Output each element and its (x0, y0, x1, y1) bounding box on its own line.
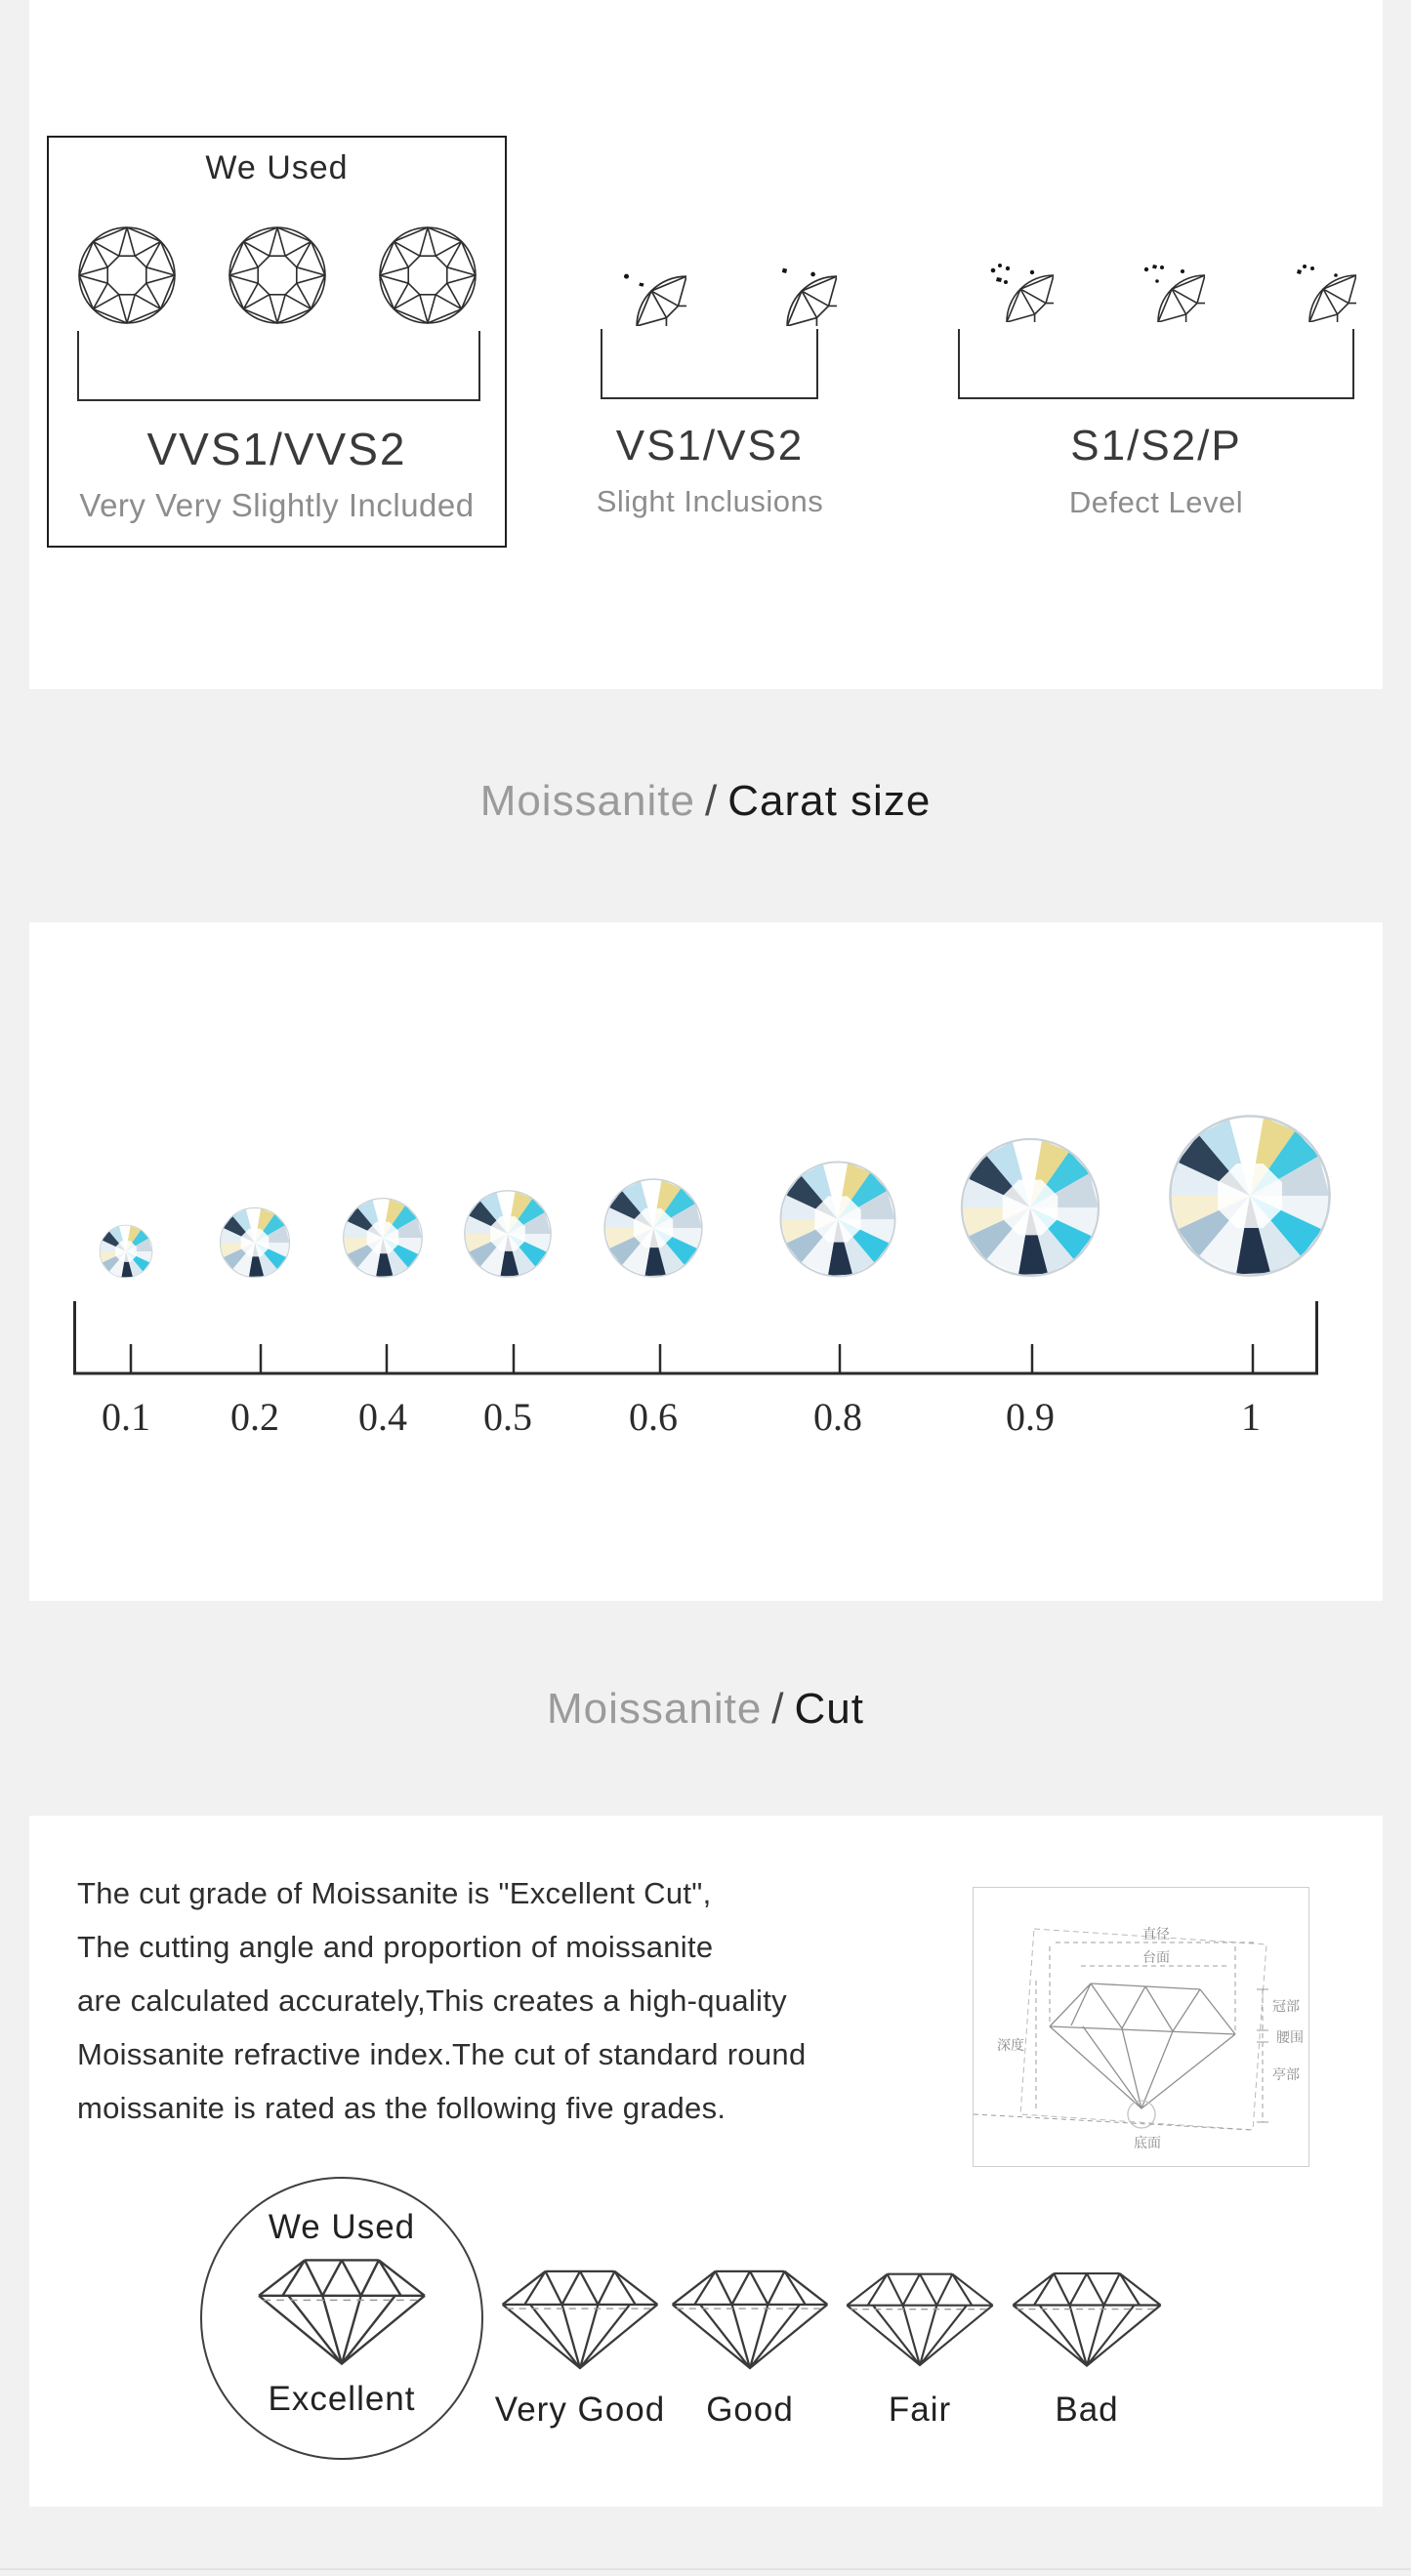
cut-proportion-diagram (973, 1887, 1309, 2167)
diagram-label-table: 台面 (1142, 1949, 1170, 1965)
bottom-divider (0, 2568, 1411, 2570)
clarity-grade: VS1/VS2 (615, 422, 805, 470)
diamond-top-icon-inclusions (1259, 225, 1356, 322)
diamond-side-icon (842, 2263, 998, 2374)
cut-heading-term: Cut (794, 1685, 865, 1733)
cut-heading-prefix: Moissanite (546, 1685, 763, 1733)
carat-heading-prefix: Moissanite (479, 777, 695, 825)
vs-stones-row (544, 223, 876, 326)
carat-heading (0, 777, 1411, 826)
diamond-side-icon (253, 2251, 431, 2370)
diagram-label-diameter: 直径 (1142, 1926, 1170, 1942)
group-bracket (77, 331, 480, 401)
moissanite-stone-0-6ct (602, 1177, 704, 1279)
diagram-label-crown: 冠部 (1272, 1998, 1300, 2014)
cut-grade-fair (834, 2263, 1006, 2430)
diagram-label-depth: 深度 (997, 2037, 1024, 2053)
cut-paragraph-line: The cut grade of Moissanite is "Excellent Cut", (77, 1876, 712, 1910)
diamond-top-icon (228, 225, 327, 325)
cut-grade-very-good (494, 2263, 666, 2430)
diamond-top-icon (378, 225, 477, 325)
cut-paragraph-line: are calculated accurately,This creates a high-quality (77, 1983, 787, 2018)
we-used-label: We Used (205, 149, 349, 186)
group-bracket (601, 329, 818, 399)
cut-grade-label: Bad (1055, 2391, 1119, 2429)
diagram-label-girdle: 腰围 (1276, 2029, 1304, 2045)
diamond-proportion-drawing (974, 1888, 1308, 2166)
carat-size-label: 0.6 (629, 1395, 678, 1439)
diamond-top-icon-inclusions (1107, 225, 1205, 322)
carat-size-label: 0.9 (1006, 1395, 1055, 1439)
carat-section (29, 922, 1383, 1601)
carat-size-label: 0.5 (483, 1395, 532, 1439)
moissanite-stone-0-2ct (219, 1206, 291, 1279)
cut-grade-bad (1001, 2263, 1173, 2430)
s-stones-row (951, 225, 1361, 322)
diamond-side-icon (667, 2263, 833, 2374)
moissanite-stone-0-8ct (778, 1160, 897, 1279)
diamond-top-icon-inclusions (956, 225, 1054, 322)
clarity-desc: Very Very Slightly Included (79, 487, 475, 523)
carat-size-label: 0.2 (230, 1395, 279, 1439)
carat-heading-separator: / (705, 777, 719, 825)
carat-size-label: 0.8 (813, 1395, 862, 1439)
cut-paragraph-line: moissanite is rated as the following five grades. (77, 2091, 726, 2125)
cut-grade-label: Good (706, 2391, 794, 2429)
clarity-we-used-box (47, 136, 507, 548)
cut-paragraph-line: Moissanite refractive index.The cut of standard round (77, 2037, 807, 2071)
carat-size-label: 0.1 (102, 1395, 150, 1439)
carat-ruler (29, 1293, 1383, 1381)
cut-heading-separator: / (771, 1685, 785, 1733)
cut-paragraph-line: The cutting angle and proportion of moissanite (77, 1930, 714, 1964)
cut-heading (0, 1685, 1411, 1734)
clarity-desc: Defect Level (1068, 485, 1244, 519)
diagram-label-culet: 底面 (1134, 2135, 1161, 2150)
clarity-grade: VVS1/VVS2 (146, 424, 407, 474)
diamond-top-icon (77, 225, 177, 325)
diamond-side-icon (1008, 2263, 1166, 2374)
carat-heading-term: Carat size (727, 777, 932, 825)
moissanite-stone-1ct (1167, 1113, 1333, 1279)
cut-paragraph (77, 1866, 897, 2135)
vvs-stones-row (49, 225, 505, 325)
moissanite-stone-0-1ct (99, 1224, 153, 1279)
carat-size-label: 1 (1241, 1395, 1261, 1439)
clarity-section (29, 0, 1383, 689)
cut-grade-excellent-circle (200, 2177, 483, 2460)
cut-grade-label: Excellent (268, 2380, 416, 2418)
moissanite-stone-0-5ct (463, 1189, 553, 1279)
diamond-top-icon-inclusions (583, 223, 686, 326)
cut-grade-label: Fair (888, 2391, 952, 2429)
cut-grade-label: Very Good (494, 2391, 666, 2429)
cut-grade-good (664, 2263, 836, 2430)
cut-we-used-label: We Used (268, 2208, 416, 2246)
group-bracket (958, 329, 1354, 399)
diamond-side-icon (497, 2263, 663, 2374)
clarity-group-s (951, 0, 1361, 547)
clarity-group-vs (544, 0, 876, 547)
cut-section (29, 1816, 1383, 2507)
clarity-desc: Slight Inclusions (596, 484, 824, 518)
diagram-label-pavilion: 亭部 (1272, 2066, 1300, 2082)
moissanite-stone-0-9ct (959, 1136, 1101, 1279)
moissanite-stone-0-4ct (342, 1197, 424, 1279)
carat-size-label: 0.4 (358, 1395, 407, 1439)
clarity-grade: S1/S2/P (1070, 422, 1242, 470)
diamond-top-icon-inclusions (733, 223, 837, 326)
